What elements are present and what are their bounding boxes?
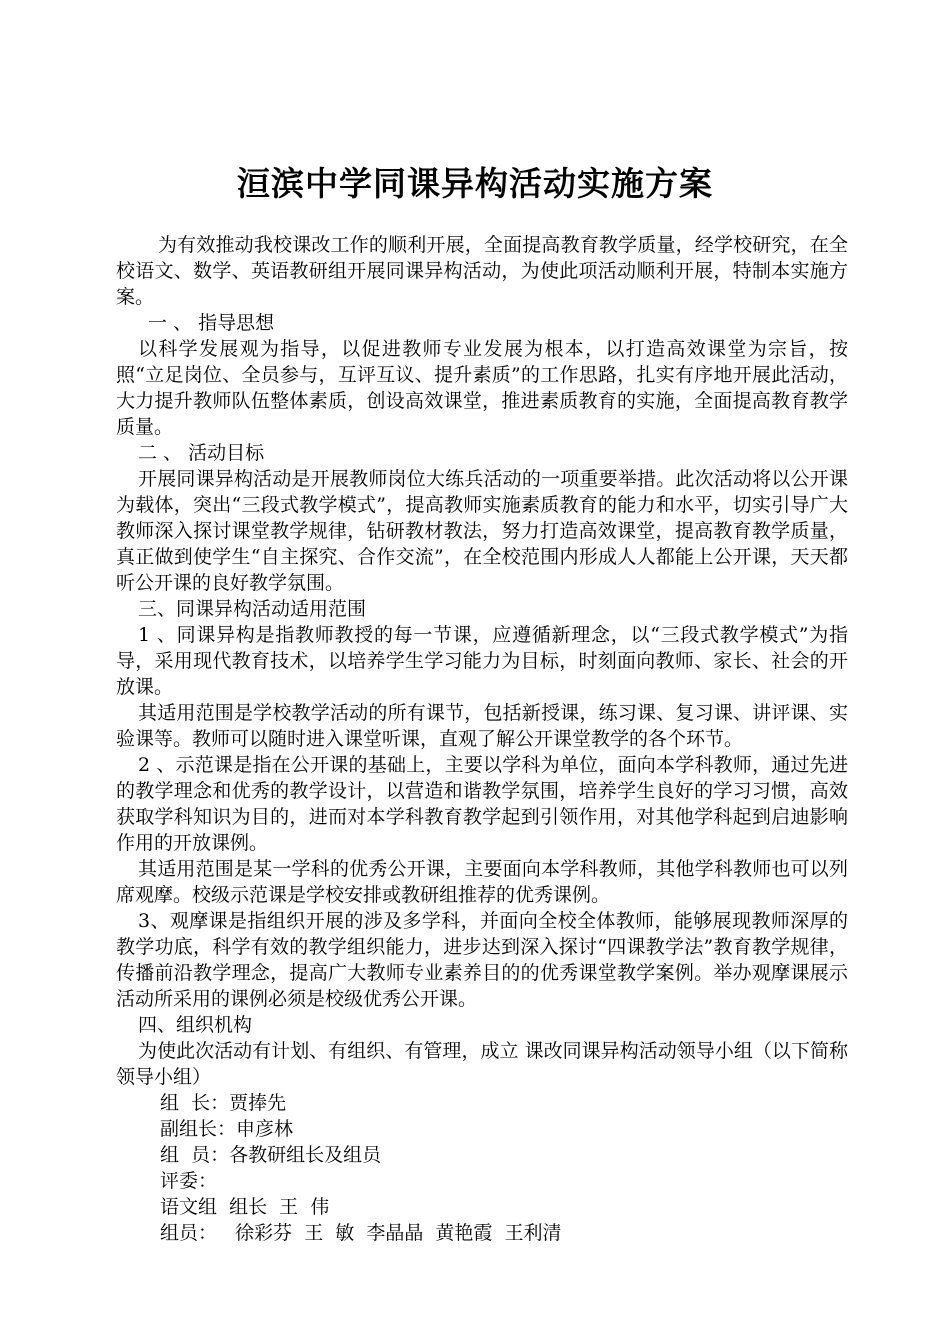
roster-chinese-group-members: 组员： 徐彩芬 王 敏 李晶晶 黄艳霞 王利清: [160, 1222, 562, 1244]
paragraph-organization: 为使此次活动有计划、有组织、有管理，成立 课改同课异构活动领导小组（以下简称领导小组）: [116, 1040, 848, 1088]
paragraph-scope-5: 3、观摩课是指组织开展的涉及多学科，并面向全校全体教师，能够展现教师深厚的教学功底，科学有效的教学组织能力，进步达到深入探讨“四课教学法”教育教学规律，传播前沿教学理念，提高广大教师专业素养目的的优秀课堂教学案例。举办观摩课展示活动所采用的课例必须是校级优秀公开课。: [116, 910, 848, 1010]
document-body: [116, 232, 848, 1246]
intro-paragraph: 为有效推动我校课改工作的顺利开展，全面提高教育教学质量，经学校研究，在全校语文、数学、英语教研组开展同课异构活动，为使此项活动顺利开展，特制本实施方案。: [116, 234, 848, 308]
section-heading-activity-goals: 二 、 活动目标: [138, 442, 265, 464]
section-heading-organization: 四、组织机构: [138, 1014, 253, 1036]
roster-leader: 组 长：贾捧先: [160, 1092, 287, 1114]
roster-judges: 评委：: [160, 1170, 218, 1192]
paragraph-scope-4: 其适用范围是某一学科的优秀公开课，主要面向本学科教师，其他学科教师也可以列席观摩。校级示范课是学校安排或教研组推荐的优秀课例。: [116, 858, 848, 906]
roster-members: 组 员：各教研组长及组员: [160, 1144, 382, 1166]
paragraph-guiding-ideology: 以科学发展观为指导，以促进教师专业发展为根本，以打造高效课堂为宗旨，按照“立足岗位、全员参与，互评互议、提升素质”的工作思路，扎实有序地开展此活动，大力提升教师队伍整体素质，创设高效课堂，推进素质教育的实施，全面提高教育教学质量。: [116, 338, 848, 438]
paragraph-scope-3: 2 、示范课是指在公开课的基础上，主要以学科为单位，面向本学科教师，通过先进的教学理念和优秀的教学设计，以营造和谐教学氛围，培养学生良好的学习习惯，高效获取学科知识为目的，进而对本学科教育教学起到引领作用，对其他学科起到启迪影响作用的开放课例。: [116, 754, 848, 854]
section-heading-guiding-ideology: 一 、 指导思想: [148, 312, 275, 334]
paragraph-scope-1: 1 、同课异构是指教师教授的每一节课，应遵循新理念，以“三段式教学模式”为指导，采用现代教育技术，以培养学生学习能力为目标，时刻面向教师、家长、社会的开放课。: [116, 624, 848, 698]
paragraph-scope-2: 其适用范围是学校教学活动的所有课节，包括新授课，练习课、复习课、讲评课、实验课等。教师可以随时进入课堂听课，直观了解公开课堂教学的各个环节。: [116, 702, 848, 750]
roster-deputy-leader: 副组长：申彦林: [160, 1118, 294, 1140]
section-heading-scope: 三、同课异构活动适用范围: [138, 598, 367, 620]
document-title: 洹滨中学同课异构活动实施方案: [237, 164, 713, 203]
paragraph-activity-goals: 开展同课异构活动是开展教师岗位大练兵活动的一项重要举措。此次活动将以公开课为载体，突出“三段式教学模式”，提高教师实施素质教育的能力和水平，切实引导广大教师深入探讨课堂教学规律，钻研教材教法，努力打造高效课堂，提高教育教学质量，真正做到使学生“自主探究、合作交流”，在全校范围内形成人人都能上公开课，天天都听公开课的良好教学氛围。: [116, 468, 848, 594]
roster-chinese-group-leader: 语文组 组长 王 伟: [160, 1196, 330, 1218]
